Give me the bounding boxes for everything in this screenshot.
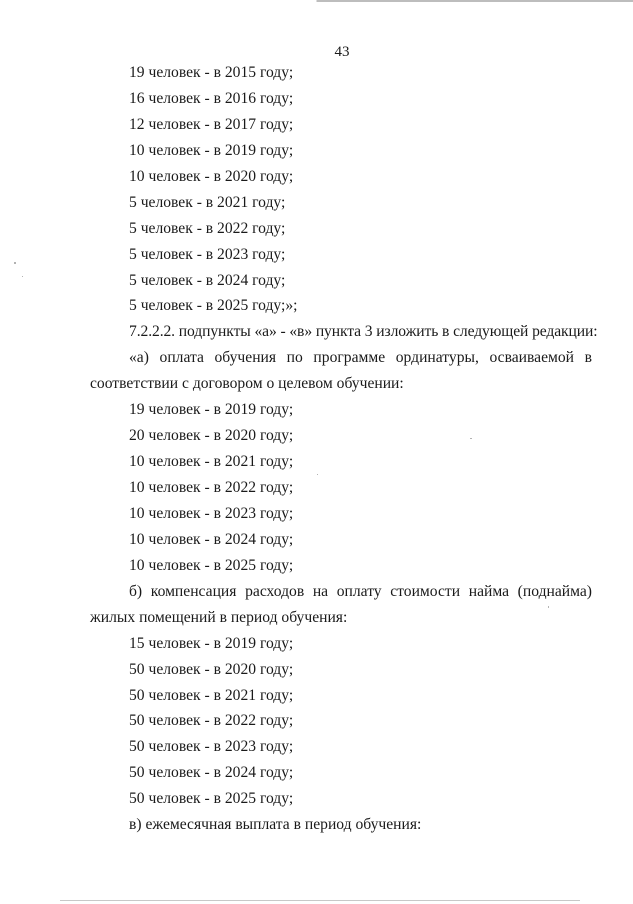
list-item: 16 человек - в 2016 году; (129, 89, 294, 107)
list-item: 10 человек - в 2019 году; (129, 141, 294, 159)
list-item: 10 человек - в 2021 году; (129, 453, 294, 471)
scan-speck (548, 606, 549, 608)
list-item: 10 человек - в 2022 году; (129, 479, 294, 497)
scan-speck (317, 474, 318, 475)
list-item: 15 человек - в 2019 году; (129, 634, 294, 652)
list-item: 50 человек - в 2025 году; (129, 790, 294, 808)
list-subclause-a (90, 397, 592, 579)
list-subclause-b (90, 631, 592, 813)
list-item: 5 человек - в 2021 году; (129, 193, 286, 211)
list-item: 20 человек - в 2020 году; (129, 427, 294, 445)
document-body (90, 60, 598, 838)
list-item: 5 человек - в 2025 году;»; (129, 297, 298, 315)
list-item: 10 человек - в 2025 году; (129, 556, 294, 574)
list-item: 10 человек - в 2024 году; (129, 530, 294, 548)
list-item: 10 человек - в 2023 году; (129, 504, 294, 522)
scan-speck (14, 262, 16, 264)
list-item: 10 человек - в 2020 году; (129, 167, 294, 185)
list-item: 5 человек - в 2022 году; (129, 219, 286, 237)
scan-edge-top (0, 0, 633, 2)
list-item: 19 человек - в 2015 году; (129, 64, 294, 81)
subclause-a-text: «а) оплата обучения по программе ординатуры, осваиваемой в соответствии с договором о целевом обучении: (90, 349, 592, 393)
list-item: 5 человек - в 2024 году; (129, 271, 286, 289)
list-item: 19 человек - в 2019 году; (129, 401, 294, 419)
list-item: 50 человек - в 2022 году; (129, 712, 294, 730)
page-number: 43 (334, 44, 350, 60)
list-initial (90, 60, 592, 319)
subclause-c-text: в) ежемесячная выплата в период обучения: (129, 816, 422, 834)
clause-7-2-2-2: 7.2.2.2. подпункты «а» - «в» пункта 3 изложить в следующей редакции: (129, 323, 598, 341)
scan-speck (22, 276, 23, 277)
subclause-b-text: б) компенсация расходов на оплату стоимости найма (поднайма) жилых помещений в период обучения: (90, 582, 592, 626)
list-item: 5 человек - в 2023 году; (129, 245, 286, 263)
scan-speck (470, 438, 472, 439)
scan-edge-bottom (60, 900, 580, 901)
list-item: 50 человек - в 2023 году; (129, 738, 294, 756)
list-item: 50 человек - в 2024 году; (129, 764, 294, 782)
list-item: 50 человек - в 2020 году; (129, 660, 294, 678)
list-item: 12 человек - в 2017 году; (129, 115, 294, 133)
list-item: 50 человек - в 2021 году; (129, 686, 294, 704)
